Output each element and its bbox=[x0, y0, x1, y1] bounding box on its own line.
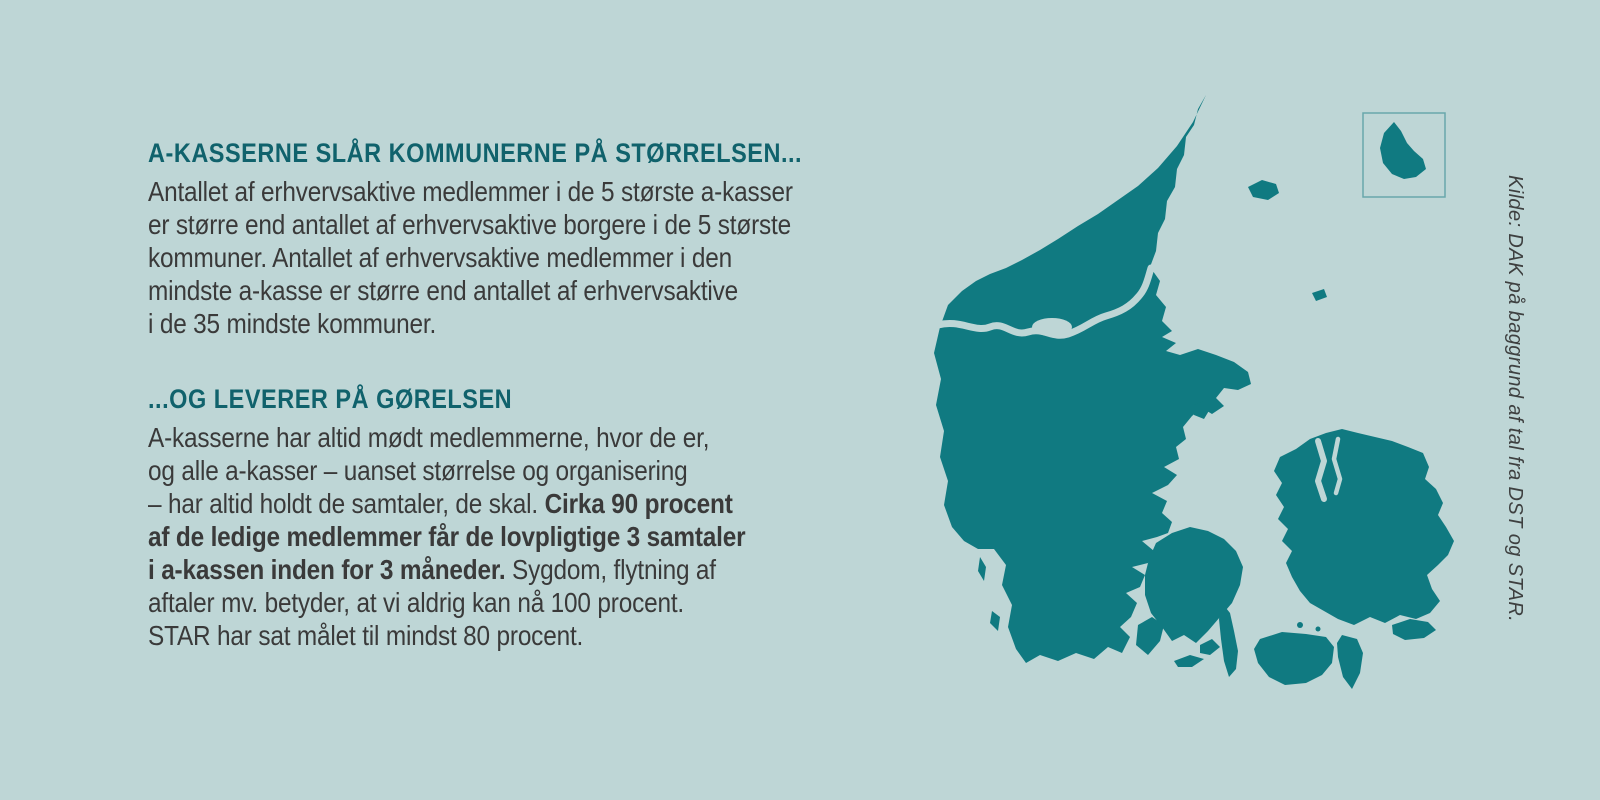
intro-line-2: er større end antallet af erhvervsaktive borgere i de 5 største bbox=[148, 209, 791, 240]
moen-shape bbox=[1392, 619, 1436, 640]
anholt-shape bbox=[1312, 289, 1327, 301]
denmark-map bbox=[880, 75, 1460, 735]
lolland-shape bbox=[1254, 632, 1334, 685]
delivery-line-2: og alle a-kasser – uanset størrelse og organisering bbox=[148, 455, 688, 486]
delivery-line-6: aftaler mv. betyder, at vi aldrig kan nå 100 procent. bbox=[148, 587, 685, 618]
falster-shape bbox=[1337, 635, 1363, 689]
delivery-line-3-bold: Cirka 90 procent bbox=[544, 488, 733, 519]
taasinge-shape bbox=[1200, 639, 1220, 655]
fanoe-shape bbox=[978, 557, 986, 581]
delivery-line-5-bold: i a-kassen inden for 3 måneder. bbox=[148, 554, 506, 585]
intro-heading: A-KASSERNE SLÅR KOMMUNERNE PÅ STØRRELSEN... bbox=[148, 138, 803, 168]
intro-line-5: i de 35 mindste kommuner. bbox=[148, 308, 437, 339]
roemoe-shape bbox=[990, 611, 1000, 631]
delivery-line-1: A-kasserne har altid mødt medlemmerne, hvor de er, bbox=[148, 422, 710, 453]
delivery-line-5: Sygdom, flytning af bbox=[505, 554, 716, 585]
intro-line-4: mindste a-kasse er større end antallet af erhvervsaktive bbox=[148, 275, 739, 306]
bornholm-shape bbox=[1380, 122, 1426, 179]
small-island bbox=[1297, 622, 1303, 628]
aeroe-shape bbox=[1174, 655, 1204, 667]
isefjord-water bbox=[1318, 441, 1324, 499]
intro-line-3: kommuner. Antallet af erhvervsaktive medlemmer i den bbox=[148, 242, 732, 273]
delivery-line-7: STAR har sat målet til mindst 80 procent. bbox=[148, 620, 584, 651]
laesoe-shape bbox=[1248, 180, 1279, 200]
loegstoer-bredning-water bbox=[1032, 318, 1072, 336]
small-island bbox=[1316, 627, 1321, 632]
denmark-landmass bbox=[934, 95, 1454, 689]
delivery-paragraph bbox=[148, 421, 802, 652]
langeland-shape bbox=[1219, 603, 1238, 677]
intro-paragraph bbox=[148, 175, 802, 340]
text-column bbox=[148, 138, 802, 652]
intro-line-1: Antallet af erhvervsaktive medlemmer i de 5 største a-kasser bbox=[148, 176, 793, 207]
delivery-line-4-bold: af de ledige medlemmer får de lovpligtige 3 samtaler bbox=[148, 521, 746, 552]
delivery-heading: ...OG LEVERER PÅ GØRELSEN bbox=[148, 384, 513, 414]
zealand-shape bbox=[1274, 429, 1454, 625]
delivery-line-3: – har altid holdt de samtaler, de skal. bbox=[148, 488, 545, 519]
source-credit: Kilde: DAK på baggrund af tal fra DST og STAR. bbox=[1504, 175, 1526, 623]
